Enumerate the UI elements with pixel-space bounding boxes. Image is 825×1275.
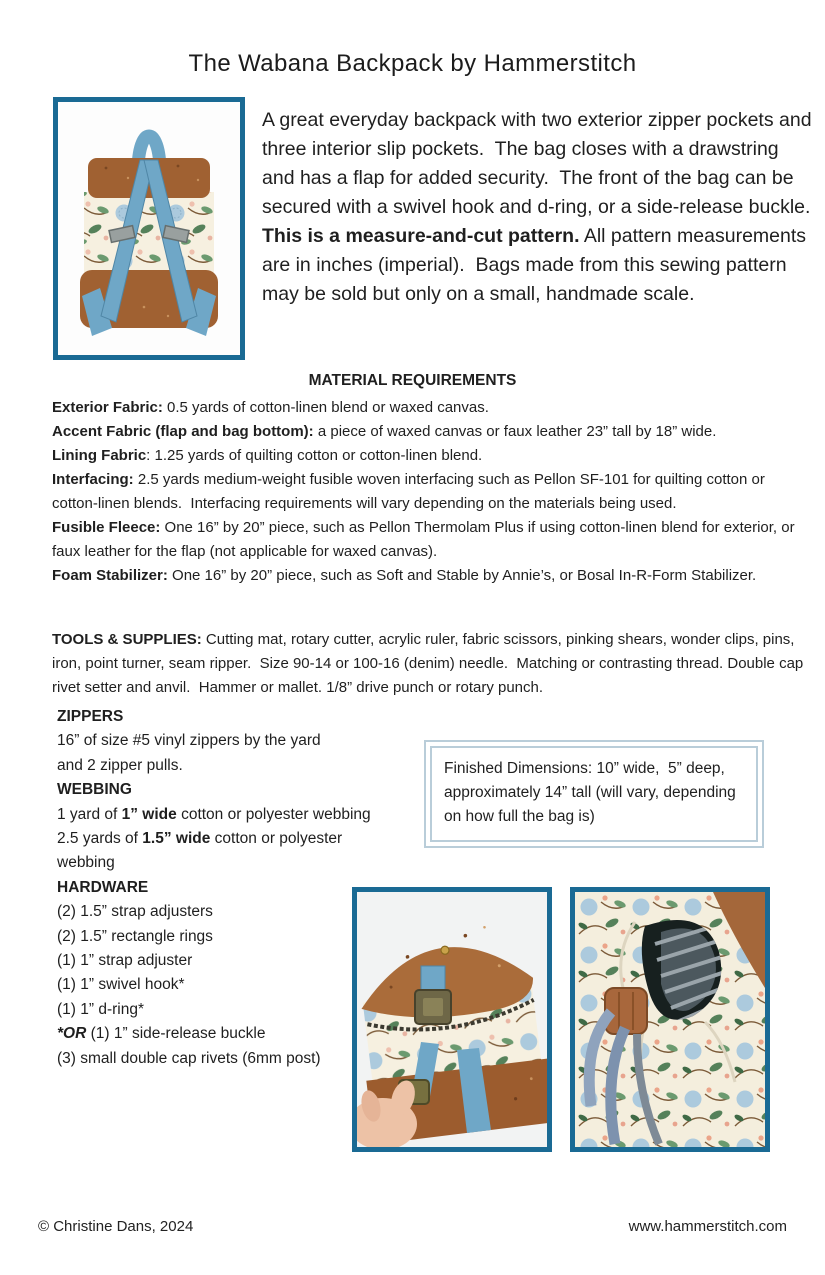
material-item-lining: Lining Fabric: 1.25 yards of quilting cotton or cotton-linen blend. bbox=[52, 447, 483, 464]
buckle-detail-illustration bbox=[357, 892, 547, 1147]
page-title: The Wabana Backpack by Hammerstitch bbox=[188, 50, 637, 77]
hardware-item: (2) 1.5” strap adjusters bbox=[57, 903, 213, 921]
webbing-line: 1 yard of 1” wide cotton or polyester webbing bbox=[57, 805, 371, 823]
footer-copyright: © Christine Dans, 2024 bbox=[38, 1218, 194, 1235]
backpack-hero-photo bbox=[53, 97, 245, 360]
intro-paragraph bbox=[262, 106, 817, 309]
drawstring-detail-illustration bbox=[575, 892, 765, 1147]
zippers-line: and 2 zipper pulls. bbox=[57, 756, 183, 774]
footer-website-link[interactable]: www.hammerstitch.com bbox=[628, 1218, 787, 1235]
tools-supplies-paragraph: TOOLS & SUPPLIES: Cutting mat, rotary cutter, acrylic ruler, fabric scissors, pinking shears, wonder clips, pins, iron, point turner, seam ripper. Size 90-14 or 100-16 (denim) needle. Matching or contrasting thread. Double cap rivet setter and anvil. Hammer or mallet. 1/8” drive punch or rotary punch. bbox=[52, 631, 808, 696]
notions-column bbox=[57, 705, 392, 1071]
intro-text: A great everyday backpack with two exterior zipper pockets and three interior slip pockets. The bag closes with a drawstring and has a flap for added security. The front of the bag can be secured with a swivel hook and d-ring, or a side-release buckle. bbox=[262, 109, 817, 218]
material-item-fusible-fleece: Fusible Fleece: One 16” by 20” piece, such as Pellon Thermolam Plus if using cotton-linen blend for exterior, or faux leather for the flap (not applicable for waxed canvas). bbox=[52, 519, 799, 560]
hardware-item-or: *OR (1) 1” side-release buckle bbox=[57, 1025, 266, 1043]
drawstring-detail-photo bbox=[570, 887, 770, 1152]
backpack-illustration bbox=[58, 102, 240, 355]
webbing-line: 2.5 yards of 1.5” wide cotton or polyester webbing bbox=[57, 830, 347, 872]
hardware-item: (1) 1” strap adjuster bbox=[57, 952, 193, 970]
hardware-heading: HARDWARE bbox=[57, 878, 149, 896]
hardware-item: (2) 1.5” rectangle rings bbox=[57, 927, 213, 945]
buckle-detail-photo bbox=[352, 887, 552, 1152]
material-item-accent: Accent Fabric (flap and bag bottom): a piece of waxed canvas or faux leather 23” tall by 18” wide. bbox=[52, 423, 717, 440]
webbing-heading: WEBBING bbox=[57, 781, 132, 799]
intro-text-after: All pattern measurements are in inches (imperial). Bags made from this sewing pattern may be sold but only on a small, handmade scale. bbox=[262, 225, 812, 305]
zippers-line: 16” of size #5 vinyl zippers by the yard bbox=[57, 732, 321, 750]
material-item-exterior: Exterior Fabric: 0.5 yards of cotton-linen blend or waxed canvas. bbox=[52, 399, 489, 416]
intro-bold-sentence: This is a measure-and-cut pattern. bbox=[262, 225, 580, 247]
finished-dimensions-text: Finished Dimensions: 10” wide, 5” deep, approximately 14” tall (will vary, depending on how full the bag is) bbox=[430, 746, 758, 842]
material-item-interfacing: Interfacing: 2.5 yards medium-weight fusible woven interfacing such as Pellon SF-101 for quilting cotton or cotton-linen blends. Interfacing requirements will vary depending on the materials being used. bbox=[52, 471, 770, 512]
finished-dimensions-box bbox=[424, 740, 764, 848]
hardware-item: (1) 1” swivel hook* bbox=[57, 976, 185, 994]
material-requirements-heading: MATERIAL REQUIREMENTS bbox=[308, 372, 517, 389]
material-item-foam-stabilizer: Foam Stabilizer: One 16” by 20” piece, such as Soft and Stable by Annie’s, or Bosal In-R-Form Stabilizer. bbox=[52, 567, 757, 584]
material-requirements-list bbox=[52, 396, 814, 588]
hardware-item: (1) 1” d-ring* bbox=[57, 1000, 144, 1018]
zippers-heading: ZIPPERS bbox=[57, 708, 124, 725]
hardware-item: (3) small double cap rivets (6mm post) bbox=[57, 1049, 321, 1067]
page-footer bbox=[38, 1218, 787, 1235]
